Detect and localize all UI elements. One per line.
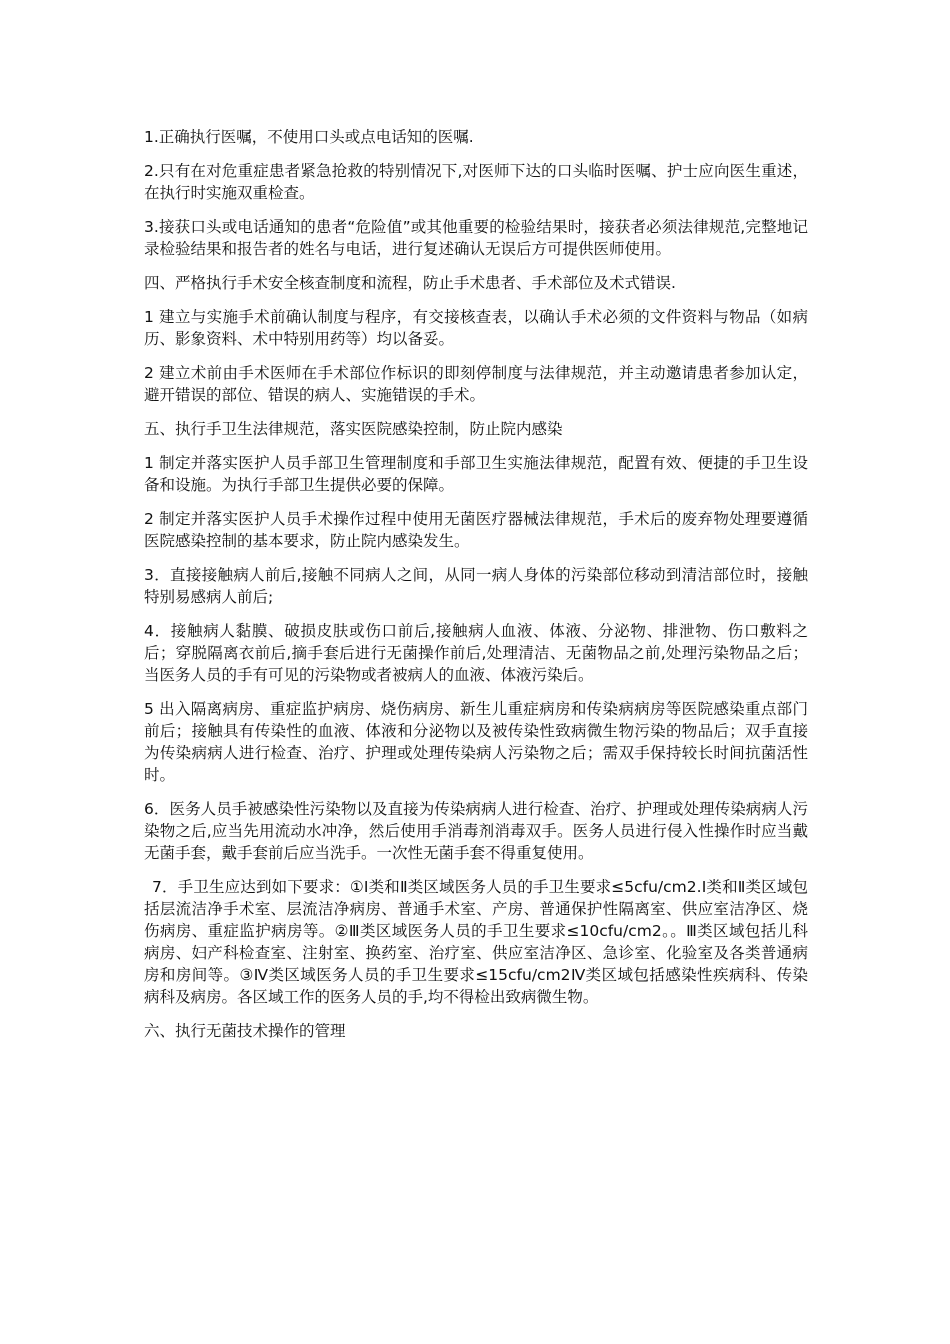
paragraph-site-marking: 2 建立术前由手术医师在手术部位作标识的即刻停制度与法律规范，并主动邀请患者参加认定，避开错误的部位、错误的病人、实施错误的手术。: [144, 364, 808, 404]
paragraph-contact-mucosa: 4．接触病人黏膜、破损皮肤或伤口前后,接触病人血液、体液、分泌物、排泄物、伤口敷料之后；穿脱隔离衣前后,摘手套后进行无菌操作前后,处理清洁、无菌物品之前,处理污染物品之后；当医务人员的手有可见的污染物或者被病人的血液、体液污染后。: [144, 622, 808, 684]
paragraph-isolation-wards: 5 出入隔离病房、重症监护病房、烧伤病房、新生儿重症病房和传染病病房等医院感染重点部门前后；接触具有传染性的血液、体液和分泌物以及被传染性致病微生物污染的物品后；双手直接为传染病病人进行检查、治疗、护理或处理传染病人污染物之后；需双手保持较长时间抗菌活性时。: [144, 700, 808, 784]
document-body: [144, 126, 808, 1054]
paragraph-order-execution: 1.正确执行医嘱，不使用口头或点电话知的医嘱.: [144, 128, 474, 146]
paragraph-disinfection: 6．医务人员手被感染性污染物以及直接为传染病病人进行检查、治疗、护理或处理传染病病人污染物之后,应当先用流动水冲净，然后使用手消毒剂消毒双手。医务人员进行侵入性操作时应当戴无菌手套，戴手套前后应当洗手。一次性无菌手套不得重复使用。: [144, 800, 808, 862]
paragraph-preop-confirmation: 1 建立与实施手术前确认制度与程序，有交接核查表，以确认手术必须的文件资料与物品（如病历、影象资料、术中特别用药等）均以备妥。: [144, 308, 808, 348]
paragraph-hygiene-policy: 1 制定并落实医护人员手部卫生管理制度和手部卫生实施法律规范，配置有效、便捷的手卫生设备和设施。为执行手部卫生提供必要的保障。: [144, 454, 808, 494]
paragraph-sterile-instruments: 2 制定并落实医护人员手术操作过程中使用无菌医疗器械法律规范，手术后的废弃物处理要遵循医院感染控制的基本要求，防止院内感染发生。: [144, 510, 808, 550]
section-heading-surgery-safety: 四、严格执行手术安全核查制度和流程，防止手术患者、手术部位及术式错误.: [144, 274, 676, 292]
section-heading-aseptic-technique: 六、执行无菌技术操作的管理: [144, 1022, 346, 1040]
paragraph-critical-value-report: 3.接获口头或电话通知的患者“危险值”或其他重要的检验结果时，接获者必须法律规范,完整地记录检验结果和报告者的姓名与电话，进行复述确认无误后方可提供医师使用。: [144, 218, 808, 258]
paragraph-hygiene-standards: 7．手卫生应达到如下要求：①Ⅰ类和Ⅱ类区域医务人员的手卫生要求≤5cfu/cm2.Ⅰ类和Ⅱ类区域包括层流洁净手术室、层流洁净病房、普通手术室、产房、普通保护性隔离室、供应室洁净区、烧伤病房、重症监护病房等。②Ⅲ类区域医务人员的手卫生要求≤10cfu/cm2。。Ⅲ类区域包括儿科病房、妇产科检查室、注射室、换药室、治疗室、供应室洁净区、急诊室、化验室及各类普通病房和房间等。③Ⅳ类区域医务人员的手卫生要求≤15cfu/cm2Ⅳ类区域包括感染性疾病科、传染病科及病房。各区域工作的医务人员的手,均不得检出致病微生物。: [144, 878, 808, 1006]
paragraph-verbal-order-repeat: 2.只有在对危重症患者紧急抢救的特别情况下,对医师下达的口头临时医嘱、护士应向医生重述，在执行时实施双重检查。: [144, 162, 808, 202]
paragraph-contact-patients: 3．直接接触病人前后,接触不同病人之间，从同一病人身体的污染部位移动到清洁部位时，接触特别易感病人前后;: [144, 566, 808, 606]
section-heading-hand-hygiene: 五、执行手卫生法律规范，落实医院感染控制，防止院内感染: [144, 420, 563, 438]
